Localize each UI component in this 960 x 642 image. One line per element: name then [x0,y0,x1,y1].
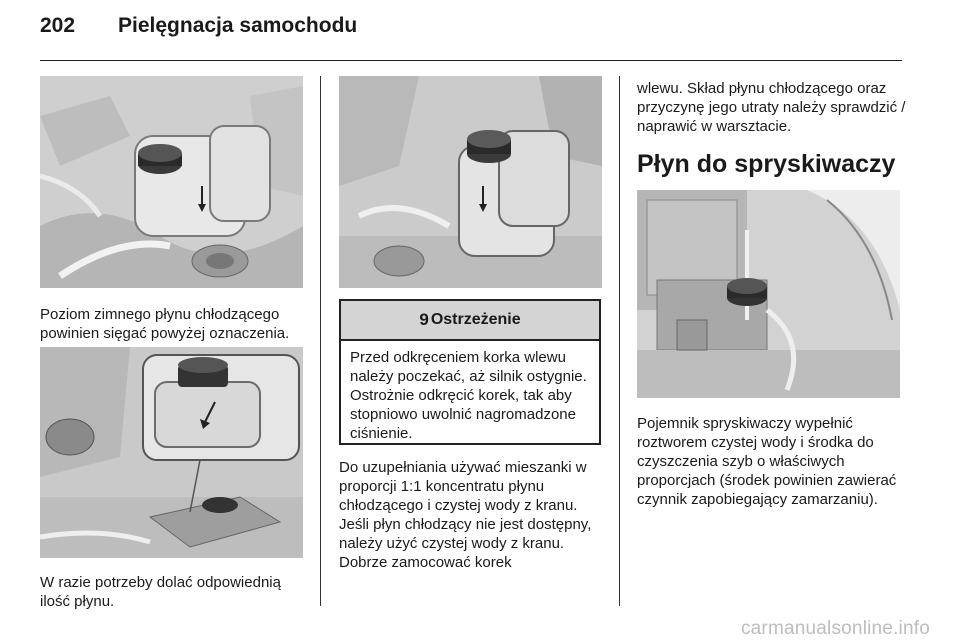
coolant-filling-illustration [40,347,303,558]
warning-title: Ostrzeżenie [430,311,521,328]
warning-header [341,301,599,341]
caption-add-coolant: W razie potrzeby dolać odpowiednią ilość płynu. [40,574,281,610]
coolant-mix-text: Do uzupełniania używać mieszanki w proporcji 1:1 koncentratu płynu chłodzącego i czystej wody z kranu. Jeśli płyn chłodzący nie jest dostępny, należy użyć czystej wody z kranu. Dobrze zamocować korek [339,459,592,571]
warning-text: Przed odkręceniem korka wlewu należy poczekać, aż silnik ostygnie. Ostrożnie odkręcić korek, tak aby stopniowo uwolnić nagromadzone ciśnienie. [350,349,587,442]
caption-coolant-level: Poziom zimnego płynu chłodzącego powinien sięgać powyżej oznaczenia. [40,306,290,342]
washer-fluid-text: Pojemnik spryskiwaczy wypełnić roztworem czystej wody i środka do czyszczenia szyb o właściwych proporcjach (środek powinien zawierać czynnik zapobiegający zamarzaniu). [637,415,897,508]
page-header [40,14,357,46]
coolant-reservoir-illustration [40,76,303,288]
header-rule [40,60,902,61]
washer-reservoir-illustration [637,190,900,398]
warning-box [339,299,601,445]
coolant-text-continued: wlewu. Skład płynu chłodzącego oraz przyczynę jego utraty należy sprawdzić / naprawić w warsztacie. [637,80,906,135]
column-divider-2 [619,76,620,606]
chapter-title: Pielęgnacja samochodu [118,14,358,37]
watermark: carmanualsonline.info [740,618,930,639]
warning-symbol-icon: 9 [419,310,429,329]
washer-fluid-heading: Płyn do spryskiwaczy [637,150,896,178]
reservoir-cap-illustration [339,76,602,288]
page-number: 202 [40,14,76,37]
column-divider-1 [320,76,321,606]
